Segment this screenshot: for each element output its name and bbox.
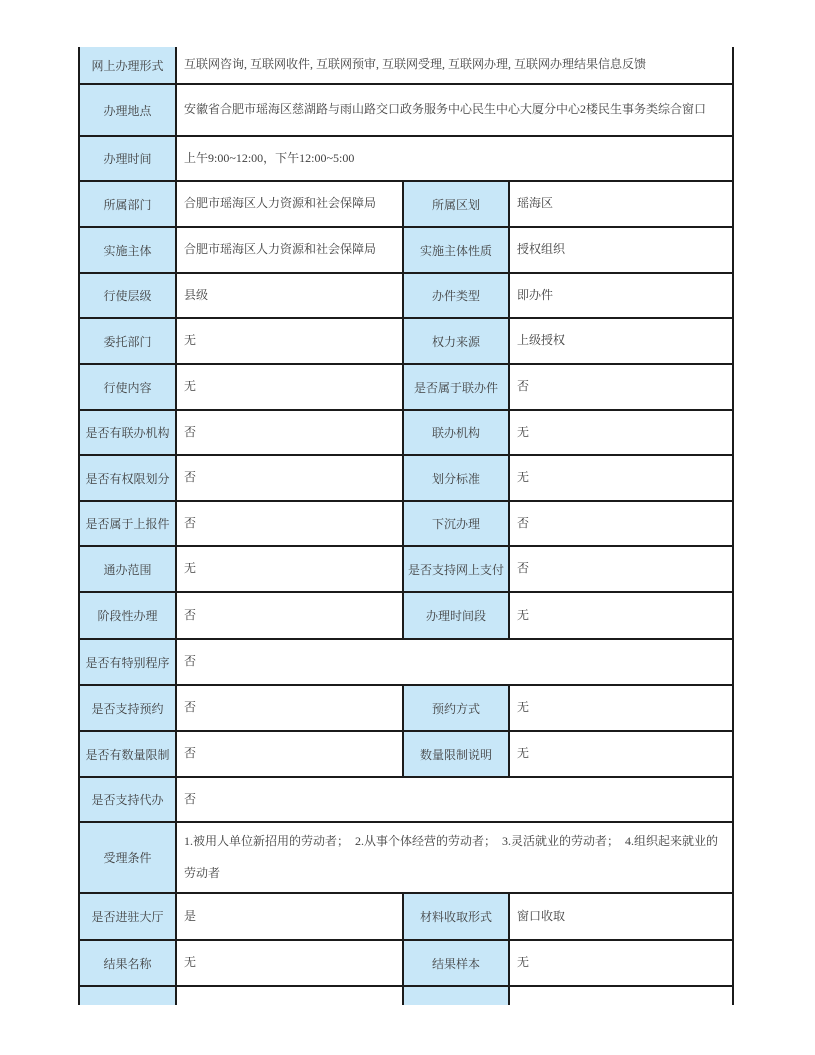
field-label: 预约方式	[403, 685, 509, 731]
field-label: 联办机构	[403, 410, 509, 455]
field-value: 否	[176, 455, 403, 501]
field-label: 结果样本	[403, 940, 509, 986]
field-value: 合肥市瑶海区人力资源和社会保障局	[176, 227, 403, 273]
table-row	[79, 273, 733, 318]
partial-label-cell	[79, 986, 176, 1005]
field-value: 否	[176, 731, 403, 777]
field-label: 是否进驻大厅	[79, 893, 176, 940]
field-value: 1.被用人单位新招用的劳动者； 2.从事个体经营的劳动者； 3.灵活就业的劳动者； 4.组织起来就业的劳动者	[176, 822, 733, 893]
table-row	[79, 227, 733, 273]
table-row	[79, 318, 733, 364]
field-label: 下沉办理	[403, 501, 509, 546]
field-label: 是否支持代办	[79, 777, 176, 822]
field-value: 无	[176, 940, 403, 986]
field-label: 是否支持网上支付	[403, 546, 509, 592]
field-label: 实施主体	[79, 227, 176, 273]
field-label: 办件类型	[403, 273, 509, 318]
field-label: 所属区划	[403, 181, 509, 227]
table-row	[79, 822, 733, 893]
field-label: 办理地点	[79, 84, 176, 136]
table-row	[79, 940, 733, 986]
table-row	[79, 410, 733, 455]
table-row	[79, 47, 733, 84]
field-label: 通办范围	[79, 546, 176, 592]
field-value: 无	[176, 546, 403, 592]
table-row	[79, 455, 733, 501]
field-value: 无	[509, 455, 733, 501]
field-value: 瑶海区	[509, 181, 733, 227]
field-label: 结果名称	[79, 940, 176, 986]
partial-value-cell	[176, 986, 403, 1005]
field-value: 否	[176, 777, 733, 822]
field-label: 实施主体性质	[403, 227, 509, 273]
field-label: 受理条件	[79, 822, 176, 893]
field-label: 数量限制说明	[403, 731, 509, 777]
field-value: 上级授权	[509, 318, 733, 364]
field-value: 上午9:00~12:00，下午12:00~5:00	[176, 136, 733, 181]
field-value: 否	[176, 685, 403, 731]
table-row	[79, 986, 733, 1005]
field-value: 授权组织	[509, 227, 733, 273]
field-value: 是	[176, 893, 403, 940]
field-value: 无	[509, 410, 733, 455]
field-label: 是否有联办机构	[79, 410, 176, 455]
field-label: 是否属于上报件	[79, 501, 176, 546]
field-value: 安徽省合肥市瑶海区慈湖路与雨山路交口政务服务中心民生中心大厦分中心2楼民生事务类综合窗口	[176, 84, 733, 136]
table-row	[79, 364, 733, 410]
table-row	[79, 731, 733, 777]
field-value: 无	[509, 940, 733, 986]
field-value: 合肥市瑶海区人力资源和社会保障局	[176, 181, 403, 227]
partial-label-cell	[403, 986, 509, 1005]
field-label: 是否支持预约	[79, 685, 176, 731]
partial-value-cell	[509, 986, 733, 1005]
table-row	[79, 546, 733, 592]
field-value: 无	[176, 318, 403, 364]
field-value: 无	[176, 364, 403, 410]
field-value: 无	[509, 685, 733, 731]
field-value: 否	[509, 364, 733, 410]
field-label: 是否有特别程序	[79, 639, 176, 685]
field-label: 是否有数量限制	[79, 731, 176, 777]
table-row	[79, 592, 733, 639]
field-value: 否	[176, 639, 733, 685]
field-value: 否	[176, 592, 403, 639]
field-label: 划分标准	[403, 455, 509, 501]
field-label: 办理时间段	[403, 592, 509, 639]
field-label: 阶段性办理	[79, 592, 176, 639]
field-value: 否	[509, 501, 733, 546]
field-label: 网上办理形式	[79, 47, 176, 84]
field-value: 窗口收取	[509, 893, 733, 940]
table-row	[79, 639, 733, 685]
field-value: 无	[509, 731, 733, 777]
field-label: 权力来源	[403, 318, 509, 364]
service-info-table	[78, 47, 734, 1005]
field-label: 所属部门	[79, 181, 176, 227]
table-row	[79, 893, 733, 940]
field-value: 互联网咨询, 互联网收件, 互联网预审, 互联网受理, 互联网办理, 互联网办理结果信息反馈	[176, 47, 733, 84]
field-label: 行使层级	[79, 273, 176, 318]
field-label: 材料收取形式	[403, 893, 509, 940]
field-label: 行使内容	[79, 364, 176, 410]
table-row	[79, 84, 733, 136]
field-label: 是否属于联办件	[403, 364, 509, 410]
field-value: 否	[176, 410, 403, 455]
field-value: 无	[509, 592, 733, 639]
table-row	[79, 685, 733, 731]
field-value: 否	[509, 546, 733, 592]
field-label: 办理时间	[79, 136, 176, 181]
service-info-table-body	[79, 47, 733, 1005]
field-value: 否	[176, 501, 403, 546]
table-row	[79, 136, 733, 181]
field-value: 即办件	[509, 273, 733, 318]
table-row	[79, 501, 733, 546]
table-row	[79, 777, 733, 822]
field-label: 是否有权限划分	[79, 455, 176, 501]
table-row	[79, 181, 733, 227]
field-value: 县级	[176, 273, 403, 318]
field-label: 委托部门	[79, 318, 176, 364]
